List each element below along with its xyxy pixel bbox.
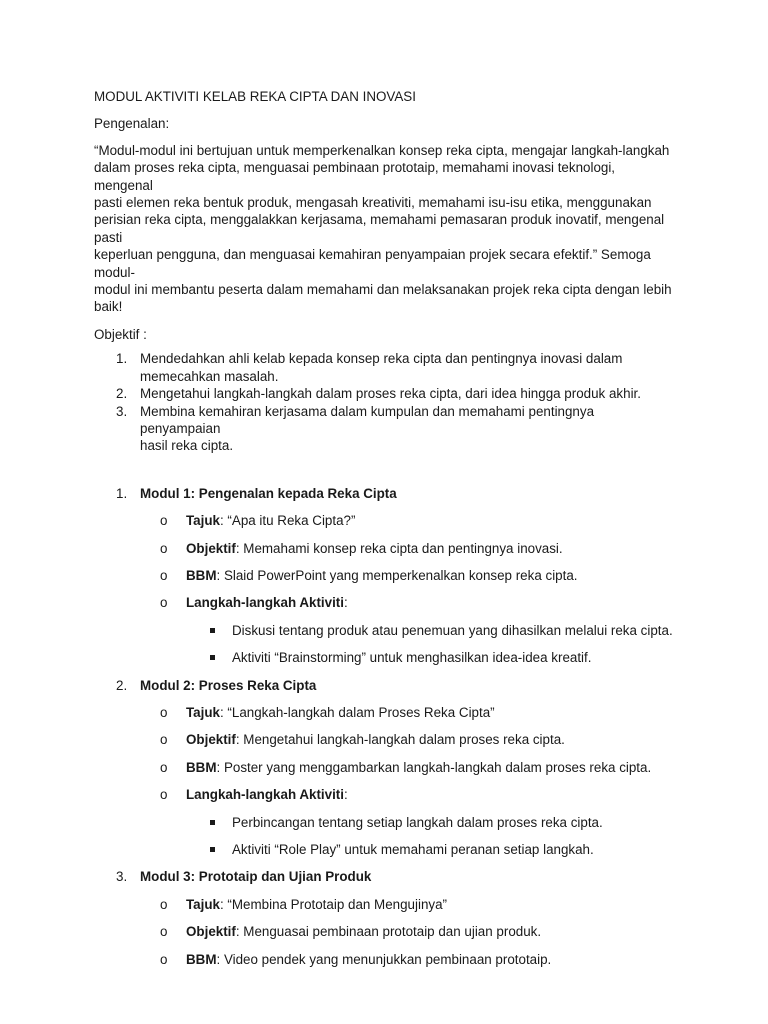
objektif-text: : Memahami konsep reka cipta dan pentingnya inovasi. [235,540,563,556]
module-number: 2. [116,677,128,693]
module-number: 3. [116,869,128,885]
objective-line: hasil reka cipta. [140,438,234,454]
tajuk-text: : “Langkah-langkah dalam Proses Reka Cipta” [219,704,495,720]
module-title: Modul 1: Pengenalan kepada Reka Cipta [140,485,397,501]
module-langkah [94,594,674,611]
tajuk-label: Tajuk [186,896,220,912]
square-bullet-icon [210,655,215,660]
module-heading [94,677,674,694]
module-title: Modul 2: Proses Reka Cipta [140,677,317,693]
module-title: Modul 3: Prototaip dan Ujian Produk [140,869,372,885]
module-heading [94,868,674,885]
objective-number: 2. [116,386,128,402]
objective-list [94,350,674,454]
activity-item [94,814,674,831]
tajuk-text: : “Membina Prototaip dan Mengujinya” [219,896,447,912]
objective-line: Mengetahui langkah-langkah dalam proses reka cipta, dari idea hingga produk akhir. [140,386,641,402]
objektif-text: : Menguasai pembinaan prototaip dan ujian produk. [235,924,542,940]
square-bullet-icon [210,628,215,633]
module-bbm [94,951,674,968]
module-bbm [94,567,674,584]
circle-bullet-icon: o [160,759,168,775]
module-number: 1. [116,485,128,501]
intro-line: dalam proses reka cipta, menguasai pembinaan prototaip, memahami inovasi teknologi, mengenal [94,160,616,193]
objective-label: Objektif : [94,326,147,342]
document-page [94,88,674,978]
circle-bullet-icon: o [160,787,168,803]
document-title: MODUL AKTIVITI KELAB REKA CIPTA DAN INOVASI [94,89,416,104]
bbm-label: BBM [186,759,217,775]
module-1 [94,485,674,667]
tajuk-label: Tajuk [186,704,220,720]
circle-bullet-icon: o [160,896,168,912]
objective-line: memecahkan masalah. [140,368,279,384]
activity-item [94,622,674,639]
module-heading [94,485,674,502]
intro-line: keperluan pengguna, dan menguasai kemahiran penyampaian projek secara efektif.” Semoga modul- [94,247,651,280]
bbm-label: BBM [186,951,217,967]
module-langkah [94,786,674,803]
objective-number: 1. [116,351,128,367]
activity-text: Aktiviti “Role Play” untuk memahami peranan setiap langkah. [232,842,594,857]
tajuk-text: : “Apa itu Reka Cipta?” [219,513,356,529]
bbm-text: : Video pendek yang menunjukkan pembinaan prototaip. [216,951,552,967]
circle-bullet-icon: o [160,951,168,967]
module-3 [94,868,674,968]
circle-bullet-icon: o [160,704,168,720]
circle-bullet-icon: o [160,924,168,940]
intro-line: pasti elemen reka bentuk produk, mengasah kreativiti, memahami isu-isu etika, menggunakan [94,195,652,211]
objective-line: Membina kemahiran kerjasama dalam kumpulan dan memahami pentingnya penyampaian [140,403,595,436]
langkah-label: Langkah-langkah Aktiviti [186,595,344,611]
bbm-text: : Slaid PowerPoint yang memperkenalkan konsep reka cipta. [216,567,578,583]
module-list [94,485,674,968]
intro-line: modul ini membantu peserta dalam memahami dan melaksanakan projek reka cipta dengan lebih [94,282,672,298]
circle-bullet-icon: o [160,732,168,748]
objective-item [94,385,674,402]
module-objektif [94,731,674,748]
langkah-label: Langkah-langkah Aktiviti [186,787,344,803]
module-objektif [94,540,674,557]
intro-paragraph [94,142,674,316]
objective-line: Mendedahkan ahli kelab kepada konsep reka cipta dan pentingnya inovasi dalam [140,351,623,367]
objektif-text: : Mengetahui langkah-langkah dalam proses reka cipta. [235,732,565,748]
square-bullet-icon [210,820,215,825]
activity-text: Perbincangan tentang setiap langkah dalam proses reka cipta. [232,814,603,830]
objektif-label: Objektif [186,924,236,940]
intro-line: baik! [94,299,123,315]
module-bbm [94,759,674,776]
circle-bullet-icon: o [160,513,168,529]
activity-item [94,649,674,666]
bbm-text: : Poster yang menggambarkan langkah-langkah dalam proses reka cipta. [216,759,652,775]
intro-label: Pengenalan: [94,116,170,132]
langkah-colon: : [344,787,348,803]
circle-bullet-icon: o [160,595,168,611]
langkah-colon: : [344,595,348,611]
objektif-label: Objektif [186,540,236,556]
activity-text: Aktiviti “Brainstorming” untuk menghasilkan idea-idea kreatif. [232,650,592,666]
module-tajuk [94,896,674,913]
activity-item [94,841,674,858]
intro-line: perisian reka cipta, menggalakkan kerjasama, memahami pemasaran produk inovatif, mengenal pasti [94,212,665,245]
module-2 [94,677,674,859]
module-tajuk [94,704,674,721]
circle-bullet-icon: o [160,540,168,556]
bbm-label: BBM [186,567,217,583]
circle-bullet-icon: o [160,567,168,583]
objektif-label: Objektif [186,732,236,748]
module-tajuk [94,512,674,529]
activity-text: Diskusi tentang produk atau penemuan yang dihasilkan melalui reka cipta. [232,622,673,638]
intro-line: “Modul-modul ini bertujuan untuk memperkenalkan konsep reka cipta, mengajar langkah-langkah [94,142,670,158]
objective-item [94,350,674,385]
objective-number: 3. [116,403,128,419]
module-objektif [94,923,674,940]
tajuk-label: Tajuk [186,513,220,529]
objective-item [94,403,674,455]
square-bullet-icon [210,847,215,852]
